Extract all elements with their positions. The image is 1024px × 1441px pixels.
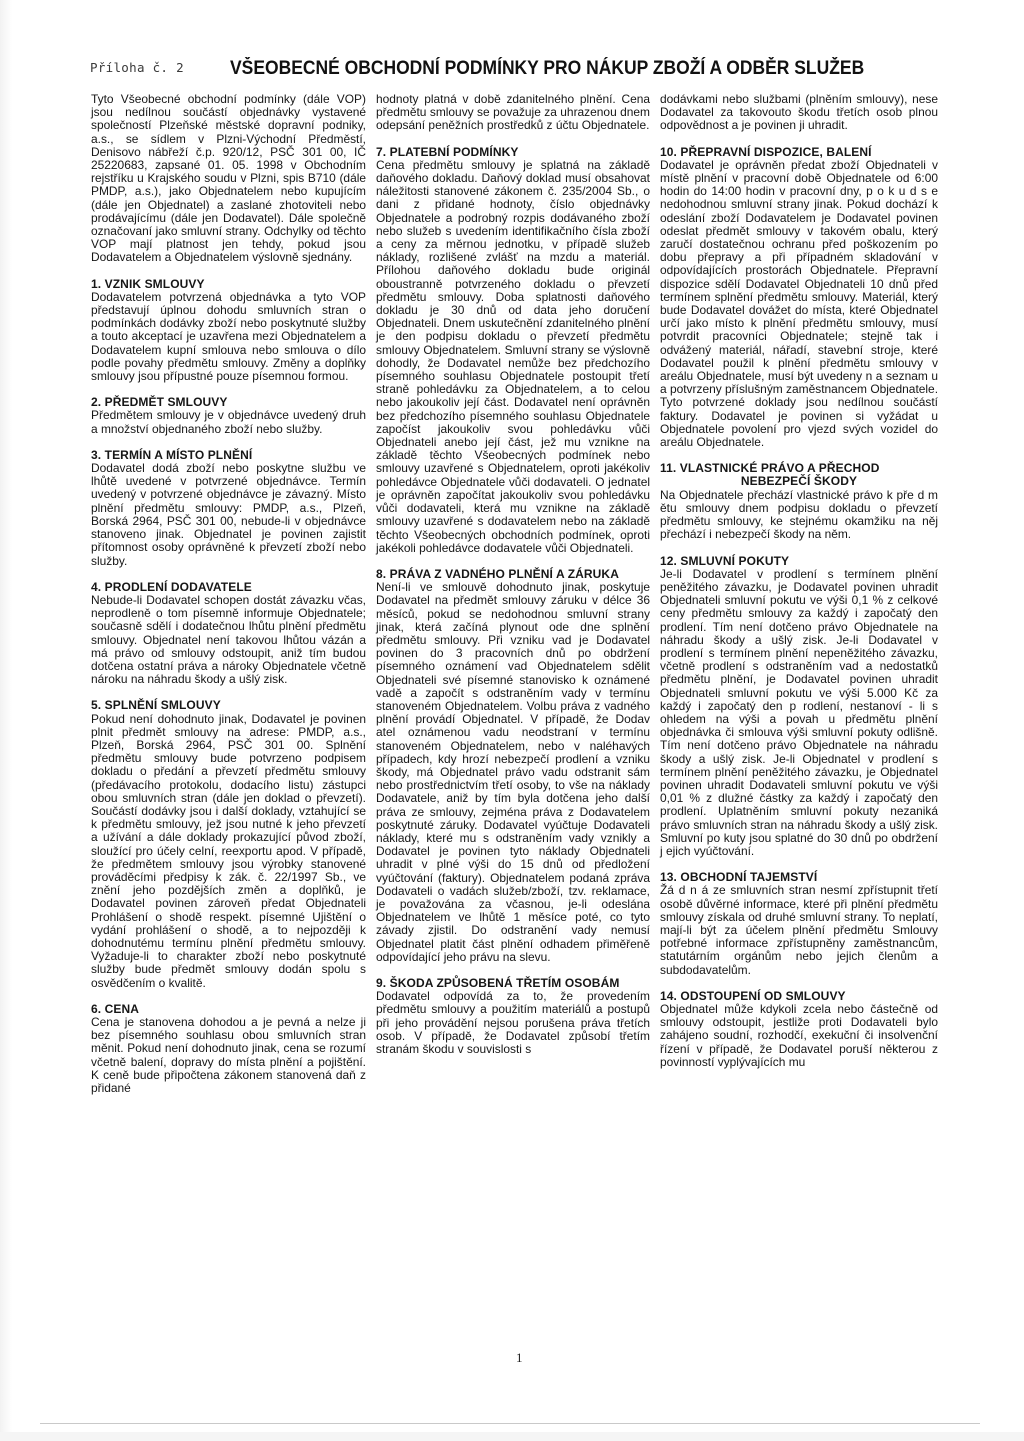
bottom-rule bbox=[40, 1423, 980, 1424]
section-5-heading: 5. SPLNĚNÍ SMLOUVY bbox=[91, 698, 221, 713]
section-3-heading: 3. TERMÍN A MÍSTO PLNĚNÍ bbox=[91, 447, 253, 462]
scan-edge-bottom bbox=[0, 1432, 1024, 1441]
section-13-text: Žá d n á ze smluvních stran nesmí zpřístupnit třetí osobě důvěrné informace, které při plnění předmětu smlouvy získala od druhé smluvní strany. To neplatí, mají-li být za účelem plnění předmětu Smlouvy potřebné informace zpřístupněny zaměstnancům, statutárním orgánům nebo jejich členům a subdodavatelům. bbox=[660, 883, 938, 977]
section-10-text: Dodavatel je oprávněn předat zboží Objednateli v místě plnění v pracovní době Objednatele od 6:00 hodin do 14:00 hodin v pracovní dny, p o k u d s e nedohodnou smluvní strany jinak. Pokud dochází k odeslání zboží Dodavatelem je Dodavatel povinen odeslat předmět smlouvy v takovém obalu, který zaručí dostatečnou ochranu před poškozením po dobu přepravy a při případném skladování v odpovídajících prostorách Objednatele. Přepravní dispozice sdělí Dodavatel Objednateli 10 dnů před termínem splnění předmětu smlouvy. Materiál, který bude Dodavatel dovážet do místa, které Objednatel určí jako místo k plnění předmětu smlouvy, musí potvrdit pracovníci Objednatele; stejně tak i odvážený materiál, nářadí, stavební stroje, které Dodavatel použil k plnění předmětu smlouvy v areálu Objednatele, musí být uvedeny n a seznam u a potvrzeny příslušným zaměstnancem Objednatele. Tyto potvrzené doklady jsou nedílnou součástí faktury. Dodavatel je povinen si vyžádat u Objednatele povolení pro vjezd svých vozidel do areálu Objednatele. bbox=[660, 157, 939, 450]
section-5-text: Pokud není dohodnuto jinak, Dodavatel je povinen plnit předmět smlouvy na adrese: PMDP, a.s., Plzeň, Borská 2964, PSČ 301 00. Splnění předmětu smlouvy bude potvrzeno podpisem dokladu o předání a převzetí předmětu smlouvy (předávacího protokolu, dodacího listu) zástupci obou smluvních stran (dále jen doklad o převzetí). Součástí dodávky jsou i další doklady, vztahující se k předmětu smlouvy, jež jsou nutné k jeho převzetí a užívání a dále doklady prokazující původ zboží, sloužící pro účely celní, reexportu apod. V případě, že předmětem smlouvy jsou výrobky stanovené prováděcími předpisy k zák. č. 22/1997 Sb., ve znění jeho pozdějších změn a doplňků, je Dodavatel povinen zároveň předat Objednateli Prohlášení o shodě respekt. písemné Ujištění o vydání prohlášení o shodě, a to nejpozději k dohodnutému termínu plnění předmětu smlouvy. Vyžaduje-li to charakter zboží nebo poskytnuté služby bude předmět smlouvy dodán spolu s osvědčením o kvalitě. bbox=[91, 711, 366, 990]
section-13-heading: 13. OBCHODNÍ TAJEMSTVÍ bbox=[660, 870, 818, 885]
section-9-text: Dodavatel odpovídá za to, že provedením předmětu smlouvy a použitím materiálů a postupů při jeho provádění nejsou porušena práva třetích osob. V případě, že Dodavatel způsobí třetím stranám škodu v souvislosti s bbox=[376, 989, 650, 1057]
section-11-heading-line-1: 11. VLASTNICKÉ PRÁVO A PŘECHOD bbox=[660, 461, 880, 476]
section-14-text: Objednatel může kdykoli zcela nebo částečně od smlouvy odstoupit, jestliže proti Dodavateli bylo zahájeno soudní, rozhodčí, exekuční či insolvenční řízení v případě, že Dodavatel poruší některou z povinností vyplývajících mu bbox=[660, 1002, 938, 1069]
section-14-heading: 14. ODSTOUPENÍ OD SMLOUVY bbox=[660, 988, 846, 1003]
section-7-heading: 7. PLATEBNÍ PODMÍNKY bbox=[376, 144, 519, 159]
column-2 bbox=[376, 93, 650, 1056]
document-title: VŠEOBECNÉ OBCHODNÍ PODMÍNKY PRO NÁKUP ZBOŽÍ A ODBĚR SLUŽEB bbox=[230, 58, 865, 79]
section-11-text: Na Objednatele přechází vlastnické právo k pře d m ětu smlouvy dnem podpisu dokladu o převzetí předmětu smlouvy, ke stejnému okamžiku na něj přechází i nebezpečí škody na něm. bbox=[660, 487, 938, 542]
section-2-text: Předmětem smlouvy je v objednávce uvedený druh a množství objednaného zboží nebo služby. bbox=[91, 408, 366, 436]
section-1-heading: 1. VZNIK SMLOUVY bbox=[91, 276, 205, 291]
section-3-text: Dodavatel dodá zboží nebo poskytne službu ve lhůtě uvedené v potvrzené objednávce. Termín uvedený v potvrzené objednávce je závazný. Místo plnění předmětu smlouvy: PMDP, a.s., Plzeň, Borská 2964, PSČ 301 00, nebude-li v objednávce stanoveno jinak. Objednatel je povinen zajistit přítomnost osoby oprávněné k převzetí zboží nebo služby. bbox=[91, 461, 366, 568]
section-8-heading: 8. PRÁVA Z VADNÉHO PLNĚNÍ A ZÁRUKA bbox=[376, 566, 619, 581]
scan-edge-left bbox=[0, 0, 12, 1441]
section-12-text: Je-li Dodavatel v prodlení s termínem plnění peněžitého závazku, je Dodavatel povinen uhradit Objednateli smluvní pokutu ve výši 0,1 % z celkové ceny předmětu smlouvy za každý i započatý den prodlení. Tím není dotčeno právo Objednatele na náhradu škody a ušlý zisk. Je-li Dodavatel v prodlení s termínem plnění nepeněžitého závazku, včetně prodlení s odstraněním vad a nedostatků předmětu plnění, je Dodavatel povinen uhradit Objednateli smluvní pokutu ve výši 5.000 Kč za každý i započatý den p rodlení, nestanoví - li s ohledem na výši a povah u předmětu plnění objednávka či smlouva výši smluvní pokuty odlišně. Tím není dotčeno právo Objednatele na náhradu škody a ušlý zisk. Je-li Objednatel v prodlení s termínem plnění peněžitého závazku, je Objednatel povinen uhradit Dodavateli smluvní pokutu ve výši 0,01 % z dlužné částky za každý i započatý den prodlení. Uplatněním smluvní pokuty nezaniká právo smluvních stran na náhradu škody a ušlý zisk. Smluvní po kuty jsou splatné do 30 dnů po obdržení j ejich vyúčtování. bbox=[660, 566, 938, 858]
section-4-heading: 4. PRODLENÍ DODAVATELE bbox=[91, 579, 252, 594]
section-9-heading: 9. ŠKODA ZPŮSOBENÁ TŘETÍM OSOBÁM bbox=[376, 976, 620, 990]
column-3 bbox=[660, 93, 938, 1069]
section-4-text: Nebude-li Dodavatel schopen dostát závazku včas, neprodleně o tom písemně informuje Objednatele; současně sdělí i dodatečnou lhůtu plnění předmětu smlouvy. Objednatel není takovou lhůtou vázán a má právo od smlouvy odstoupit, aniž tím budou dotčena ostatní práva a nároky Objednatele včetně nároku na náhradu škody a ušlý zisk. bbox=[91, 592, 366, 687]
section-12-heading: 12. SMLUVNÍ POKUTY bbox=[660, 553, 790, 568]
section-11-heading-line-2: NEBEZPEČÍ ŠKODY bbox=[740, 474, 858, 489]
section-10-heading: 10. PŘEPRAVNÍ DISPOZICE, BALENÍ bbox=[660, 144, 872, 159]
column-1 bbox=[91, 93, 366, 1095]
col3-intro-paragraph: dodávkami nebo službami (plněním smlouvy), nese Dodavatel za takovouto škodu třetích osob plnou odpovědnost a je povinen ji uhradit. bbox=[660, 92, 938, 133]
section-1-text: Dodavatelem potvrzená objednávka a tyto VOP představují úplnou dohodu smluvních stran o podmínkách dodávky zboží nebo poskytnuté služby a touto akceptací je uzavřena mezi Objednatelem a Dodavatelem kupní smlouva nebo smlouva o dílo podle povahy předmětu smlouvy. Změny a doplňky smlouvy jsou přípustné pouze písemnou formou. bbox=[91, 289, 366, 384]
page-number: 1 bbox=[516, 1350, 523, 1365]
section-6-heading: 6. CENA bbox=[91, 1001, 140, 1016]
section-8-text: Není-li ve smlouvě dohodnuto jinak, poskytuje Dodavatel na předmět smlouvy záruku v délce 36 měsíců, pokud se nedohodnou smluvní strany jinak, která začíná plynout ode dne splnění předmětu smlouvy. Při vzniku vad je Dodavatel povinen do 3 pracovních dnů po obdržení písemného oznámení vad Objednatelem sdělit Objednateli své písemné stanovisko k oznámené vadě a započít s odstraněním vady v termínu stanoveném Objednatelem. Volbu práva z vadného plnění provádí Objednatel. V případě, že Dodav atel oznámenou vadu neodstraní v termínu stanoveném Objednatelem, nebo v naléhavých případech, kdy hrozí nebezpečí prodlení a vzniku škody, má Objednatel právo vadu odstranit sám nebo prostřednictvím třetí osoby, to vše na náklady Dodavatele, aniž by tím byla dotčena jeho další práva ze smlouvy, zejména práva z Dodavatelem poskytnuté záruky. Dodavatel vyúčtuje Dodavateli náklady, které mu s odstraněním vady vznikly a Dodavatel je povinen tyto náklady Objednateli uhradit v plné výši do 15 dnů od předložení vyúčtování (faktury). Objednatelem podaná zpráva Dodavateli o vadách služeb/zboží, tzv. reklamace, je považována za včasnou, je-li odeslána Objednatelem ve lhůtě 1 měsíce poté, co tyto závady zjistil. Do odstranění vady nemusí Objednatel platit část plnění odhadem přiměřeně odpovídající jeho právu na slevu. bbox=[376, 580, 650, 964]
section-2-heading: 2. PŘEDMĚT SMLOUVY bbox=[91, 395, 228, 410]
intro-paragraph: Tyto Všeobecné obchodní podmínky (dále VOP) jsou nedílnou součástí objednávky vystavené společností Plzeňské městské dopravní podniky, a.s., se sídlem v Plzni-Východní Předměstí, Denisovo nábřeží č.p. 920/12, PSČ 301 00, IČ 25220683, zapsané 01. 05. 1998 v Obchodním rejstříku u Krajského soudu v Plzni, spis B710 (dále PMDP, a.s.), jako Objednatelem nebo kupujícím (dále jen Objednatel) a zaslané zhotoviteli nebo prodávajícímu (dále jen Dodavatel). Dále společně označovaní jako smluvní strany. Odchylky od těchto VOP mají platnost jen tehdy, pokud jsou Dodavatelem a Objednatelem výslovně sjednány. bbox=[91, 92, 366, 265]
attachment-label: Příloha č. 2 bbox=[90, 60, 184, 75]
section-6-text: Cena je stanovena dohodou a je pevná a nelze ji bez písemného souhlasu obou smluvních stran měnit. Pokud není dohodnuto jinak, cena se rozumí včetně balení, dopravy do místa plnění a pojištění. K ceně bude připočtena zákonem stanovená daň z přidané bbox=[91, 1015, 366, 1096]
section-7-text: Cena předmětu smlouvy je splatná na základě daňového dokladu. Daňový doklad musí obsahovat náležitosti stanovené zákonem č. 235/2004 Sb., o dani z přidané hodnoty, číslo objednávky Objednatele a podrobný rozpis dodávaného zboží nebo služeb s uvedením identifikačního čísla zboží a ceny za měrnou jednotku, v případě služeb náklady, rozlišené zvlášť na mzdu a materiál. Přílohou daňového dokladu bude originál oboustranně potvrzeného dokladu o převzetí předmětu smlouvy. Doba splatnosti daňového dokladu je 30 dnů od data jeho doručení Objednateli. Dnem uskutečnění zdanitelného plnění je den podpisu dokladu o převzetí předmětu smlouvy Objednatelem. Smluvní strany se výslovně dohodly, že Dodavatel nemůže bez předchozího písemného souhlasu Objednatele postoupit třetí straně pohledávku za Objednatelem, a to celou nebo jakoukoliv její část. Dodavatel není oprávněn bez předchozího písemného souhlasu Objednatele započíst jakoukoliv svou pohledávku vůči Objednateli anebo její část, jež mu vznikne na základě těchto Všeobecných podmínek nebo smlouvy uzavřené s Objednatelem, oproti jakékoliv pohledávce Objednatele vůči dodavateli. O jednatel je oprávněn započítat jakoukoliv svou pohledávku vůči dodavateli, která mu vznikne na základě smlouvy uzavřené s dodavatelem nebo na základě těchto Všeobecných obchodních podmínek, oproti jakékoli pohledávce dodavatele vůči Objednateli. bbox=[376, 157, 650, 555]
col2-intro-paragraph: hodnoty platná v době zdanitelného plnění. Cena předmětu smlouvy se považuje za uhrazenou dnem odepsání peněžních prostředků z účtu Objednatele. bbox=[376, 92, 650, 133]
